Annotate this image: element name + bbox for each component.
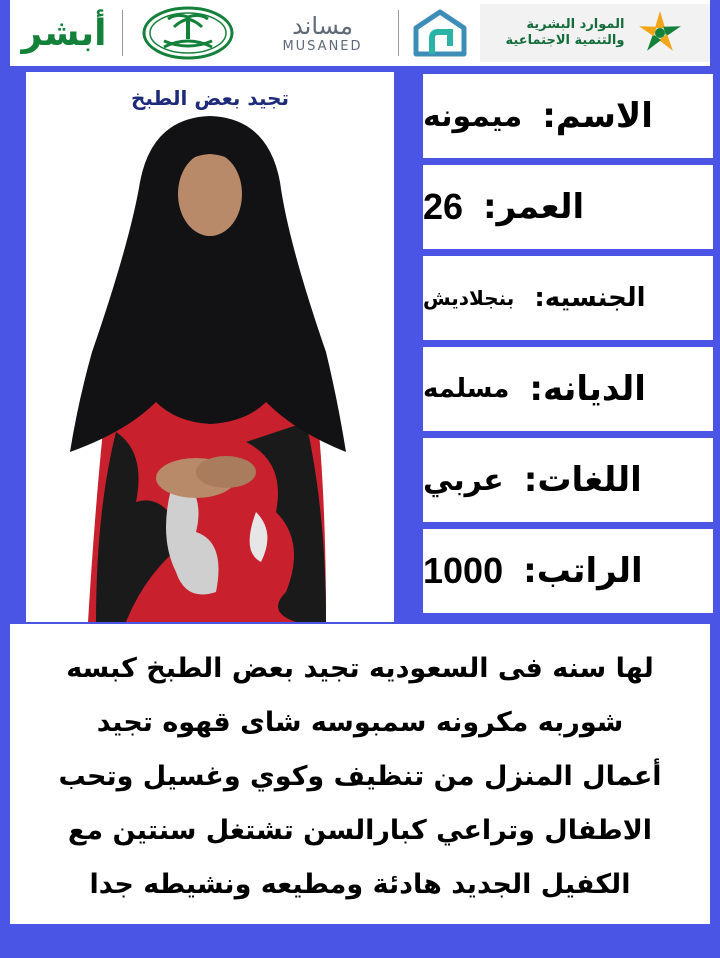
description-line: لها سنه فى السعوديه تجيد بعض الطبخ كبسه (66, 653, 654, 684)
absher-logo (16, 4, 112, 62)
hr-ministry-line-1: الموارد البشرية (526, 17, 625, 32)
musaned-english-name: MUSANED (282, 38, 363, 54)
name-value: ميمونه (423, 98, 523, 134)
header-divider (122, 10, 123, 56)
profile-row-religion (423, 347, 713, 431)
worker-photo (26, 72, 394, 622)
languages-value: عربي (423, 462, 504, 498)
header-divider (398, 10, 399, 56)
profile-row-name (423, 74, 713, 158)
description-line: أعمال المنزل من تنظيف وكوي وغسيل وتحب (58, 761, 662, 792)
header-logos-bar (10, 0, 710, 66)
description-panel (10, 624, 710, 924)
age-value: 26 (423, 186, 464, 227)
musaned-wordmark (250, 4, 395, 62)
religion-label: الديانه: (529, 369, 646, 409)
musaned-icon-logo (405, 4, 475, 62)
description-line: الكفيل الجديد هادئة ومطيعه ونشيطه جدا (89, 869, 631, 900)
name-label: الاسم: (542, 96, 653, 136)
languages-label: اللغات: (523, 460, 642, 500)
salary-label: الراتب: (523, 551, 643, 591)
palm-swords-emblem-icon (140, 5, 236, 61)
profile-row-nationality (423, 256, 713, 340)
profile-row-age (423, 165, 713, 249)
hr-ministry-line-2: والتنمية الاجتماعية (505, 33, 625, 48)
profile-row-salary (423, 529, 713, 613)
religion-value: مسلمه (423, 374, 510, 404)
photo-caption: تجيد بعض الطبخ (130, 86, 290, 110)
musaned-arabic-name: مساند (292, 11, 353, 40)
absher-wordmark: أبشر (21, 12, 107, 54)
age-label: العمر: (483, 187, 585, 227)
nationality-value: بنجلاديش (423, 286, 515, 310)
worker-photo-panel (26, 72, 394, 622)
hr-ministry-name (506, 17, 625, 49)
salary-value: 1000 (423, 550, 504, 591)
hr-star-icon (636, 9, 684, 57)
description-line: شوربه مكرونه سمبوسه شاى قهوه تجيد (96, 707, 624, 738)
hr-ministry-logo (480, 4, 710, 62)
profile-row-languages (423, 438, 713, 522)
nationality-label: الجنسيه: (534, 283, 646, 313)
saudi-emblem-logo (135, 4, 240, 62)
musaned-house-icon (410, 6, 470, 60)
description-line: الاطفال وتراعي كبارالسن تشتغل سنتين مع (67, 815, 653, 846)
